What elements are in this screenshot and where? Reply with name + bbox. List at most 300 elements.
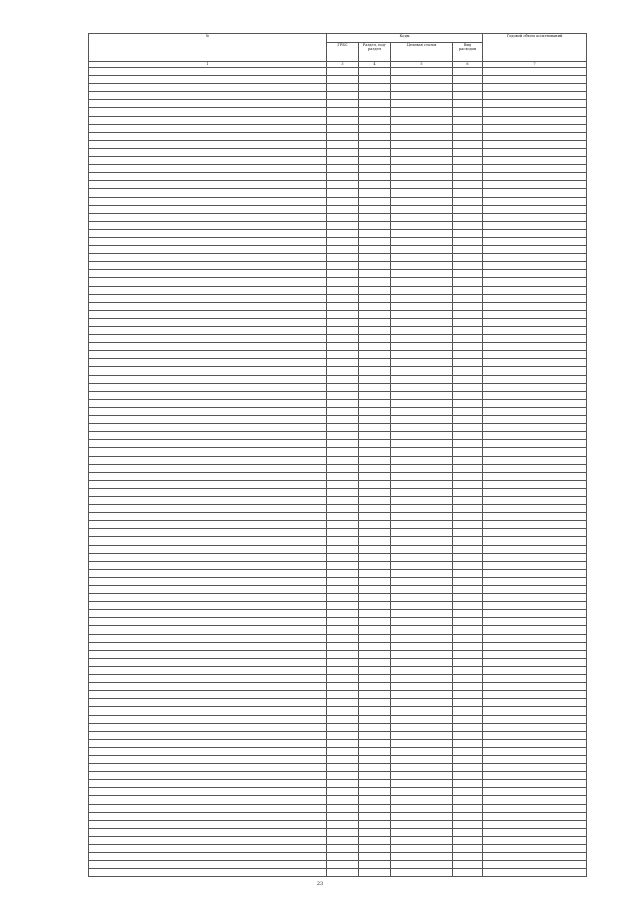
row-name-cell <box>89 343 327 351</box>
table-row <box>89 424 587 432</box>
row-razdel-cell <box>359 707 391 715</box>
row-grbs-cell <box>327 424 359 432</box>
row-razdel-cell <box>359 189 391 197</box>
row-name-cell <box>89 828 327 836</box>
table-row <box>89 132 587 140</box>
row-csr-cell <box>391 221 453 229</box>
row-razdel-cell <box>359 229 391 237</box>
table-row <box>89 788 587 796</box>
table-row <box>89 861 587 869</box>
row-amount-cell <box>483 755 587 763</box>
row-amount-cell <box>483 618 587 626</box>
header-razdel: Раздел, под-раздел <box>359 43 391 62</box>
row-grbs-cell <box>327 391 359 399</box>
row-csr-cell <box>391 310 453 318</box>
row-amount-cell <box>483 343 587 351</box>
row-amount-cell <box>483 189 587 197</box>
row-amount-cell <box>483 84 587 92</box>
row-grbs-cell <box>327 691 359 699</box>
row-name-cell <box>89 213 327 221</box>
row-grbs-cell <box>327 335 359 343</box>
row-vr-cell <box>453 108 483 116</box>
row-vr-cell <box>453 294 483 302</box>
row-csr-cell <box>391 148 453 156</box>
row-razdel-cell <box>359 92 391 100</box>
row-razdel-cell <box>359 772 391 780</box>
row-csr-cell <box>391 788 453 796</box>
row-razdel-cell <box>359 278 391 286</box>
row-amount-cell <box>483 569 587 577</box>
row-razdel-cell <box>359 472 391 480</box>
row-razdel-cell <box>359 853 391 861</box>
row-razdel-cell <box>359 197 391 205</box>
table-row <box>89 569 587 577</box>
table-row <box>89 189 587 197</box>
row-razdel-cell <box>359 351 391 359</box>
row-vr-cell <box>453 642 483 650</box>
table-row <box>89 529 587 537</box>
row-vr-cell <box>453 812 483 820</box>
row-csr-cell <box>391 302 453 310</box>
table-row <box>89 213 587 221</box>
row-razdel-cell <box>359 399 391 407</box>
row-grbs-cell <box>327 407 359 415</box>
table-row <box>89 610 587 618</box>
table-row <box>89 140 587 148</box>
row-grbs-cell <box>327 577 359 585</box>
row-vr-cell <box>453 302 483 310</box>
row-csr-cell <box>391 92 453 100</box>
row-csr-cell <box>391 116 453 124</box>
row-grbs-cell <box>327 92 359 100</box>
row-amount-cell <box>483 351 587 359</box>
row-grbs-cell <box>327 262 359 270</box>
row-csr-cell <box>391 165 453 173</box>
row-razdel-cell <box>359 505 391 513</box>
row-csr-cell <box>391 213 453 221</box>
row-name-cell <box>89 666 327 674</box>
row-razdel-cell <box>359 407 391 415</box>
row-razdel-cell <box>359 529 391 537</box>
row-amount-cell <box>483 723 587 731</box>
row-razdel-cell <box>359 545 391 553</box>
row-vr-cell <box>453 505 483 513</box>
row-vr-cell <box>453 270 483 278</box>
row-grbs-cell <box>327 76 359 84</box>
row-amount-cell <box>483 772 587 780</box>
row-vr-cell <box>453 76 483 84</box>
row-vr-cell <box>453 553 483 561</box>
row-name-cell <box>89 76 327 84</box>
row-name-cell <box>89 675 327 683</box>
row-name-cell <box>89 788 327 796</box>
row-grbs-cell <box>327 488 359 496</box>
table-row <box>89 367 587 375</box>
row-vr-cell <box>453 68 483 76</box>
header-amount: Годовой объем ассигнований <box>483 34 587 62</box>
row-vr-cell <box>453 181 483 189</box>
table-row <box>89 157 587 165</box>
row-grbs-cell <box>327 496 359 504</box>
row-name-cell <box>89 165 327 173</box>
row-vr-cell <box>453 359 483 367</box>
table-row <box>89 68 587 76</box>
row-csr-cell <box>391 772 453 780</box>
row-vr-cell <box>453 205 483 213</box>
row-razdel-cell <box>359 343 391 351</box>
table-row <box>89 739 587 747</box>
table-row <box>89 594 587 602</box>
row-grbs-cell <box>327 68 359 76</box>
row-vr-cell <box>453 124 483 132</box>
row-csr-cell <box>391 780 453 788</box>
row-csr-cell <box>391 359 453 367</box>
row-vr-cell <box>453 197 483 205</box>
table-row <box>89 302 587 310</box>
row-name-cell <box>89 197 327 205</box>
row-razdel-cell <box>359 84 391 92</box>
row-razdel-cell <box>359 675 391 683</box>
row-csr-cell <box>391 683 453 691</box>
row-vr-cell <box>453 213 483 221</box>
row-amount-cell <box>483 683 587 691</box>
row-amount-cell <box>483 148 587 156</box>
table-row <box>89 505 587 513</box>
row-name-cell <box>89 229 327 237</box>
row-amount-cell <box>483 537 587 545</box>
row-amount-cell <box>483 165 587 173</box>
row-csr-cell <box>391 634 453 642</box>
row-amount-cell <box>483 270 587 278</box>
row-razdel-cell <box>359 723 391 731</box>
row-name-cell <box>89 84 327 92</box>
row-vr-cell <box>453 286 483 294</box>
row-name-cell <box>89 246 327 254</box>
table-row <box>89 553 587 561</box>
row-grbs-cell <box>327 124 359 132</box>
row-razdel-cell <box>359 861 391 869</box>
row-grbs-cell <box>327 432 359 440</box>
row-amount-cell <box>483 626 587 634</box>
row-razdel-cell <box>359 286 391 294</box>
row-name-cell <box>89 335 327 343</box>
row-name-cell <box>89 853 327 861</box>
row-vr-cell <box>453 650 483 658</box>
row-amount-cell <box>483 448 587 456</box>
row-grbs-cell <box>327 529 359 537</box>
table-row <box>89 577 587 585</box>
row-name-cell <box>89 92 327 100</box>
row-csr-cell <box>391 869 453 877</box>
row-grbs-cell <box>327 302 359 310</box>
table-row <box>89 124 587 132</box>
row-amount-cell <box>483 416 587 424</box>
row-name-cell <box>89 68 327 76</box>
row-vr-cell <box>453 853 483 861</box>
row-vr-cell <box>453 173 483 181</box>
row-name-cell <box>89 327 327 335</box>
row-grbs-cell <box>327 254 359 262</box>
row-amount-cell <box>483 747 587 755</box>
row-amount-cell <box>483 577 587 585</box>
row-amount-cell <box>483 327 587 335</box>
row-csr-cell <box>391 391 453 399</box>
row-amount-cell <box>483 820 587 828</box>
row-name-cell <box>89 577 327 585</box>
row-name-cell <box>89 440 327 448</box>
row-razdel-cell <box>359 569 391 577</box>
row-name-cell <box>89 416 327 424</box>
row-grbs-cell <box>327 764 359 772</box>
table-row <box>89 351 587 359</box>
table-row <box>89 683 587 691</box>
row-name-cell <box>89 237 327 245</box>
row-vr-cell <box>453 343 483 351</box>
table-row <box>89 707 587 715</box>
table-row <box>89 440 587 448</box>
row-razdel-cell <box>359 634 391 642</box>
row-grbs-cell <box>327 294 359 302</box>
row-razdel-cell <box>359 715 391 723</box>
row-vr-cell <box>453 456 483 464</box>
row-csr-cell <box>391 845 453 853</box>
row-vr-cell <box>453 318 483 326</box>
table-row <box>89 294 587 302</box>
row-grbs-cell <box>327 100 359 108</box>
row-csr-cell <box>391 229 453 237</box>
row-razdel-cell <box>359 270 391 278</box>
row-name-cell <box>89 448 327 456</box>
row-name-cell <box>89 739 327 747</box>
row-grbs-cell <box>327 853 359 861</box>
table-row <box>89 375 587 383</box>
row-vr-cell <box>453 529 483 537</box>
table-row <box>89 148 587 156</box>
row-grbs-cell <box>327 327 359 335</box>
row-vr-cell <box>453 407 483 415</box>
table-row <box>89 432 587 440</box>
table-row <box>89 76 587 84</box>
row-razdel-cell <box>359 246 391 254</box>
table-row <box>89 108 587 116</box>
row-csr-cell <box>391 675 453 683</box>
row-grbs-cell <box>327 780 359 788</box>
row-amount-cell <box>483 861 587 869</box>
table-row <box>89 796 587 804</box>
row-vr-cell <box>453 399 483 407</box>
row-name-cell <box>89 351 327 359</box>
table-row <box>89 335 587 343</box>
row-csr-cell <box>391 488 453 496</box>
row-razdel-cell <box>359 828 391 836</box>
row-csr-cell <box>391 723 453 731</box>
header-number: № <box>89 34 327 62</box>
row-csr-cell <box>391 278 453 286</box>
row-razdel-cell <box>359 683 391 691</box>
row-name-cell <box>89 302 327 310</box>
row-razdel-cell <box>359 869 391 877</box>
row-razdel-cell <box>359 836 391 844</box>
row-grbs-cell <box>327 286 359 294</box>
row-grbs-cell <box>327 157 359 165</box>
row-name-cell <box>89 205 327 213</box>
row-grbs-cell <box>327 221 359 229</box>
row-amount-cell <box>483 780 587 788</box>
table-row <box>89 747 587 755</box>
row-csr-cell <box>391 577 453 585</box>
row-vr-cell <box>453 691 483 699</box>
row-razdel-cell <box>359 602 391 610</box>
row-amount-cell <box>483 610 587 618</box>
row-razdel-cell <box>359 488 391 496</box>
row-vr-cell <box>453 100 483 108</box>
row-csr-cell <box>391 505 453 513</box>
row-vr-cell <box>453 92 483 100</box>
table-row <box>89 181 587 189</box>
row-razdel-cell <box>359 812 391 820</box>
row-name-cell <box>89 553 327 561</box>
row-razdel-cell <box>359 132 391 140</box>
table-row <box>89 229 587 237</box>
row-name-cell <box>89 148 327 156</box>
row-grbs-cell <box>327 351 359 359</box>
table-row <box>89 237 587 245</box>
row-amount-cell <box>483 675 587 683</box>
row-razdel-cell <box>359 391 391 399</box>
row-amount-cell <box>483 764 587 772</box>
row-vr-cell <box>453 440 483 448</box>
row-grbs-cell <box>327 205 359 213</box>
table-row <box>89 545 587 553</box>
row-razdel-cell <box>359 116 391 124</box>
table-row <box>89 480 587 488</box>
row-csr-cell <box>391 650 453 658</box>
row-vr-cell <box>453 772 483 780</box>
row-vr-cell <box>453 804 483 812</box>
row-vr-cell <box>453 569 483 577</box>
row-csr-cell <box>391 197 453 205</box>
row-razdel-cell <box>359 788 391 796</box>
row-grbs-cell <box>327 359 359 367</box>
row-razdel-cell <box>359 254 391 262</box>
row-grbs-cell <box>327 537 359 545</box>
row-grbs-cell <box>327 480 359 488</box>
row-vr-cell <box>453 157 483 165</box>
row-csr-cell <box>391 262 453 270</box>
row-amount-cell <box>483 262 587 270</box>
row-grbs-cell <box>327 545 359 553</box>
row-grbs-cell <box>327 173 359 181</box>
row-grbs-cell <box>327 707 359 715</box>
row-vr-cell <box>453 221 483 229</box>
row-name-cell <box>89 124 327 132</box>
row-vr-cell <box>453 148 483 156</box>
row-vr-cell <box>453 424 483 432</box>
row-amount-cell <box>483 173 587 181</box>
index-cell: 1 <box>89 62 327 68</box>
row-vr-cell <box>453 488 483 496</box>
row-amount-cell <box>483 278 587 286</box>
row-csr-cell <box>391 140 453 148</box>
row-amount-cell <box>483 335 587 343</box>
row-razdel-cell <box>359 626 391 634</box>
row-razdel-cell <box>359 594 391 602</box>
row-amount-cell <box>483 254 587 262</box>
row-grbs-cell <box>327 140 359 148</box>
row-razdel-cell <box>359 764 391 772</box>
row-razdel-cell <box>359 68 391 76</box>
row-name-cell <box>89 796 327 804</box>
row-amount-cell <box>483 302 587 310</box>
row-amount-cell <box>483 586 587 594</box>
table-row <box>89 675 587 683</box>
row-grbs-cell <box>327 399 359 407</box>
table-row <box>89 173 587 181</box>
row-razdel-cell <box>359 140 391 148</box>
row-csr-cell <box>391 529 453 537</box>
row-amount-cell <box>483 561 587 569</box>
table-row <box>89 602 587 610</box>
row-csr-cell <box>391 189 453 197</box>
table-row <box>89 318 587 326</box>
row-name-cell <box>89 561 327 569</box>
row-amount-cell <box>483 666 587 674</box>
row-csr-cell <box>391 375 453 383</box>
row-amount-cell <box>483 796 587 804</box>
row-grbs-cell <box>327 586 359 594</box>
table-row <box>89 561 587 569</box>
row-amount-cell <box>483 602 587 610</box>
row-csr-cell <box>391 812 453 820</box>
row-name-cell <box>89 108 327 116</box>
row-amount-cell <box>483 286 587 294</box>
row-razdel-cell <box>359 513 391 521</box>
row-amount-cell <box>483 205 587 213</box>
row-razdel-cell <box>359 310 391 318</box>
row-name-cell <box>89 537 327 545</box>
row-amount-cell <box>483 634 587 642</box>
table-row <box>89 197 587 205</box>
row-vr-cell <box>453 189 483 197</box>
row-razdel-cell <box>359 221 391 229</box>
row-razdel-cell <box>359 205 391 213</box>
row-razdel-cell <box>359 658 391 666</box>
row-grbs-cell <box>327 367 359 375</box>
row-amount-cell <box>483 658 587 666</box>
row-csr-cell <box>391 157 453 165</box>
table-row <box>89 691 587 699</box>
row-grbs-cell <box>327 772 359 780</box>
row-vr-cell <box>453 788 483 796</box>
row-amount-cell <box>483 715 587 723</box>
row-name-cell <box>89 586 327 594</box>
table-row <box>89 820 587 828</box>
table-row <box>89 658 587 666</box>
table-row <box>89 84 587 92</box>
row-razdel-cell <box>359 739 391 747</box>
row-grbs-cell <box>327 132 359 140</box>
row-amount-cell <box>483 424 587 432</box>
row-vr-cell <box>453 755 483 763</box>
row-amount-cell <box>483 132 587 140</box>
table-row <box>89 343 587 351</box>
row-grbs-cell <box>327 464 359 472</box>
table-row <box>89 586 587 594</box>
row-grbs-cell <box>327 699 359 707</box>
table-row <box>89 521 587 529</box>
row-name-cell <box>89 594 327 602</box>
row-razdel-cell <box>359 327 391 335</box>
